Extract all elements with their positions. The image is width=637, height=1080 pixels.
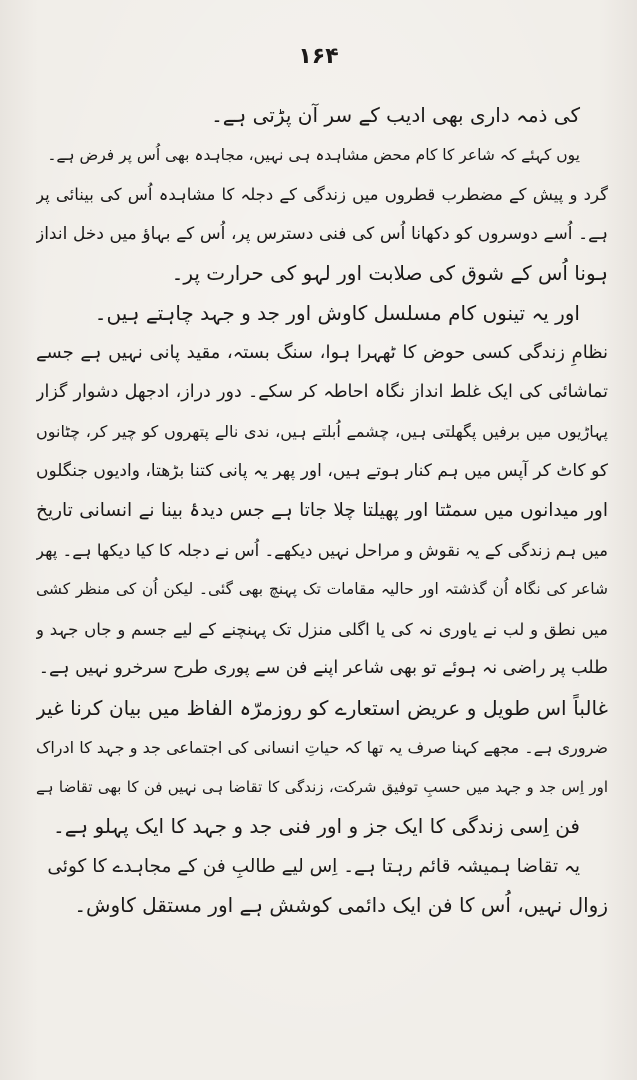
text-line: اور یہ تینوں کام مسلسل کاوش اور جد و جہد چاہتے ہیں۔: [94, 300, 580, 325]
text-line: ہونا اُس کے شوق کی صلابت اور لہو کی حرارت پر۔: [171, 261, 608, 285]
text-line: یہ تقاضا ہمیشہ قائم رہتا ہے۔ اِس لیے طالبِ فن کے مجاہدے کا کوئی: [47, 855, 580, 877]
text-line: میں نطق و لب نے یاوری نہ کی یا اگلی منزل تک پہنچنے کے لیے جسم و جاں جہد و: [36, 619, 608, 639]
text-line: نظامِ زندگی کسی حوض کا ٹھہرا ہوا، سنگ بستہ، مقید پانی نہیں ہے جسے: [36, 342, 608, 363]
text-line: شاعر کی نگاہ اُن گذشتہ اور حالیہ مقامات تک پہنچ بھی گئی۔ لیکن اُن کی منظر کشی: [36, 580, 608, 598]
text-line: کی ذمہ داری بھی ادیب کے سر آن پڑتی ہے۔: [211, 103, 580, 127]
text-line: گرد و پیش کے مضطرب قطروں میں زندگی کے دجلہ کا مشاہدہ اُس کی بینائی پر: [36, 185, 608, 204]
text-line: فن اِسی زندگی کا ایک جز و اور فنی جد و جہد کا ایک پہلو ہے۔: [52, 814, 580, 838]
text-line: میں ہم زندگی کے یہ نقوش و مراحل نہیں دیکھے۔ اُس نے دجلہ کا کیا دیکھا ہے۔ پھر: [36, 540, 608, 560]
text-line: یوں کہئے کہ شاعر کا کام محض مشاہدہ ہی نہیں، مجاہدہ بھی اُس پر فرض ہے۔: [47, 145, 580, 164]
text-line: غالباً اس طویل و عریض استعارے کو روزمرّہ الفاظ میں بیان کرنا غیر: [36, 695, 608, 720]
text-line: زوال نہیں، اُس کا فن ایک دائمی کوشش ہے اور مستقل کاوش۔: [74, 893, 608, 917]
text-line: کو کاٹ کر آپس میں ہم کنار ہوتے ہیں، اور پھر یہ پانی کتنا بڑھتا، وادیوں جنگلوں: [36, 460, 608, 481]
body-text: [36, 96, 608, 926]
text-line: ہے۔ اُسے دوسروں کو دکھانا اُس کی فنی دسترس پر، اُس کے بہاؤ میں دخل انداز: [36, 223, 608, 244]
text-line: طلب پر راضی نہ ہوئے تو بھی شاعر اپنے فن سے پوری طرح سرخرو نہیں ہے۔: [38, 658, 608, 678]
text-line: اور اِس جد و جہد میں حسبِ توفیق شرکت، زندگی کا تقاضا ہی نہیں فن کا بھی تقاضا ہے: [36, 777, 608, 796]
text-line: تماشائی کی ایک غلط انداز نگاہ احاطہ کر سکے۔ دور دراز، ادجھل دشوار گزار: [36, 381, 608, 402]
page-number: ۱۶۴: [298, 44, 339, 69]
text-line: ضروری ہے۔ مجھے کہنا صرف یہ تھا کہ حیاتِ انسانی کی اجتماعی جد و جہد کا ادراک: [36, 738, 608, 757]
text-line: پہاڑیوں میں برفیں پگھلتی ہیں، چشمے اُبلتے ہیں، ندی نالے پتھروں کو چیر کر، چٹانوں: [36, 422, 608, 441]
text-line: اور میدانوں میں سمٹتا اور پھیلتا چلا جاتا ہے جس دیدۂ بینا نے انسانی تاریخ: [36, 500, 608, 521]
